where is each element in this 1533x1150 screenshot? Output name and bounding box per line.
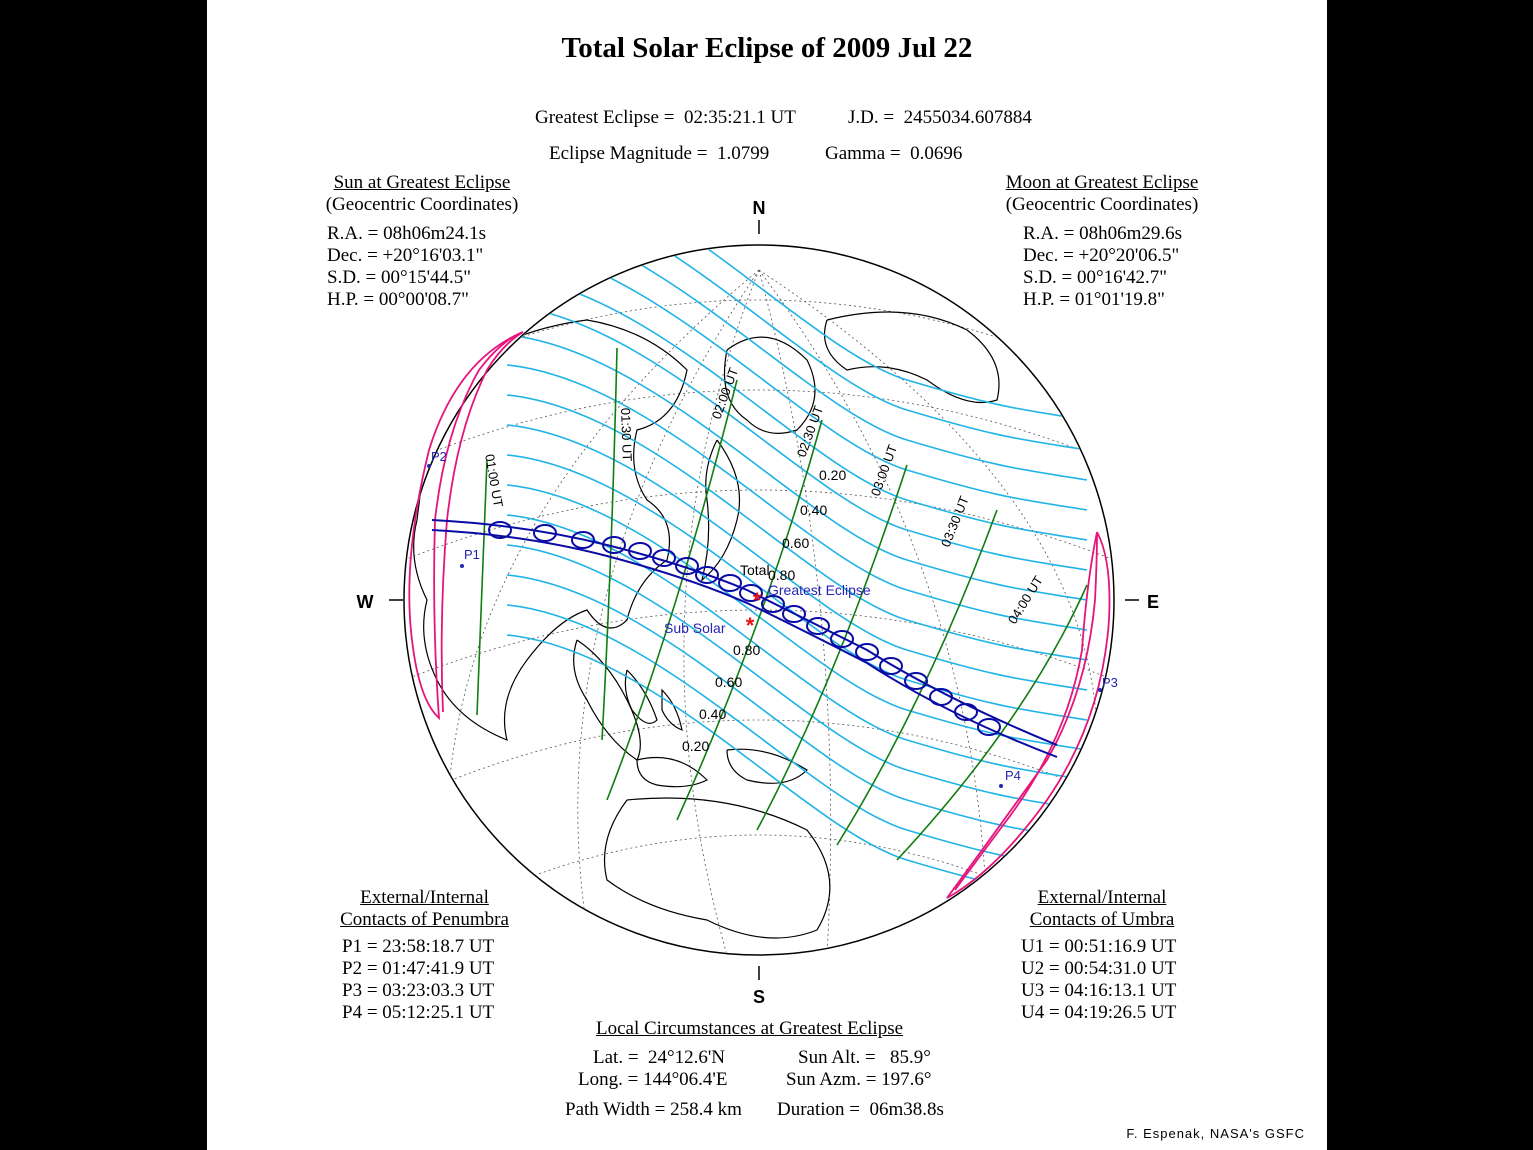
point-p1	[460, 564, 464, 568]
moon-hp: H.P. = 01°01'19.8"	[1023, 289, 1165, 310]
time-line-6	[837, 510, 997, 845]
eclipse-magnitude: Eclipse Magnitude = 1.0799	[549, 143, 770, 164]
eclipse-map-panel	[207, 0, 1327, 1150]
sun-dec: Dec. = +20°16'03.1"	[327, 245, 484, 266]
magnitude-line-3	[507, 215, 1087, 480]
contact-p2: P2 = 01:47:41.9 UT	[342, 958, 495, 979]
shadow-ellipse-15	[856, 644, 878, 660]
time-line-1	[477, 460, 487, 715]
umbra-shadow-ellipses	[489, 522, 1000, 735]
moon-subheading: (Geocentric Coordinates)	[1005, 194, 1199, 215]
local-duration: Duration = 06m38.8s	[777, 1099, 944, 1120]
time-label-5: 03:00 UT	[867, 442, 901, 499]
sun-sd: S.D. = 00°15'44.5"	[327, 267, 472, 288]
contact-p1: P1 = 23:58:18.7 UT	[342, 936, 495, 957]
julian-date: J.D. = 2455034.607884	[848, 107, 1032, 128]
label-greatest-eclipse: Greatest Eclipse	[768, 582, 871, 598]
label-p1: P1	[464, 547, 480, 562]
time-label-1: 01:00 UT	[482, 452, 507, 509]
umbra-heading-2: Contacts of Umbra	[1029, 909, 1175, 930]
local-heading: Local Circumstances at Greatest Eclipse	[596, 1018, 904, 1039]
local-long: Long. = 144°06.4'E	[578, 1069, 728, 1090]
label-p4: P4	[1005, 768, 1021, 783]
shadow-ellipse-16	[880, 658, 902, 674]
sun-heading: Sun at Greatest Eclipse	[333, 172, 511, 193]
time-label-6: 03:30 UT	[937, 493, 972, 550]
compass-e: E	[1146, 592, 1160, 612]
label-p2: P2	[431, 449, 447, 464]
greatest-eclipse-time: Greatest Eclipse = 02:35:21.1 UT	[535, 107, 796, 128]
mag-label-north-2: 0.40	[800, 502, 828, 518]
credit-text: F. Espenak, NASA's GSFC	[1126, 1126, 1305, 1141]
time-label-3: 02:00 UT	[708, 365, 742, 422]
contact-p4: P4 = 05:12:25.1 UT	[342, 1002, 495, 1023]
moon-dec: Dec. = +20°20'06.5"	[1023, 245, 1180, 266]
local-lat: Lat. = 24°12.6'N	[593, 1047, 726, 1068]
label-p3: P3	[1102, 675, 1118, 690]
moon-heading: Moon at Greatest Eclipse	[1005, 172, 1199, 193]
penumbra-heading-2: Contacts of Penumbra	[340, 909, 509, 930]
magnitude-line-2	[507, 185, 1087, 450]
mag-label-south-2: 0.60	[715, 674, 743, 690]
umbra-heading-1: External/Internal	[1037, 887, 1167, 908]
point-p3	[1098, 688, 1102, 692]
greatest-eclipse-marker: *	[752, 588, 762, 613]
compass-n: N	[752, 198, 766, 218]
local-path-width: Path Width = 258.4 km	[565, 1099, 742, 1120]
moon-sd: S.D. = 00°16'42.7"	[1023, 267, 1168, 288]
mag-label-north-1: 0.20	[819, 467, 847, 483]
mag-label-south-3: 0.40	[699, 706, 727, 722]
time-label-4: 02:30 UT	[793, 403, 827, 460]
moon-ra: R.A. = 08h06m29.6s	[1023, 223, 1183, 244]
penumbra-magnitude-lines	[507, 155, 1087, 900]
point-p4	[999, 784, 1003, 788]
penumbra-heading-1: External/Internal	[360, 887, 489, 908]
mag-label-north-4: 0.80	[768, 567, 796, 583]
local-sun-azm: Sun Azm. = 197.6°	[786, 1069, 932, 1090]
label-sub-solar: Sub Solar	[664, 620, 726, 636]
sun-subheading: (Geocentric Coordinates)	[325, 194, 519, 215]
compass-w: W	[356, 592, 374, 612]
contact-u4: U4 = 04:19:26.5 UT	[1021, 1002, 1177, 1023]
local-sun-alt: Sun Alt. = 85.9°	[798, 1047, 931, 1068]
contact-u3: U3 = 04:16:13.1 UT	[1021, 980, 1177, 1001]
magnitude-line-4	[507, 245, 1087, 510]
page-title: Total Solar Eclipse of 2009 Jul 22	[561, 32, 973, 64]
globe-map	[207, 0, 1327, 1150]
contact-u2: U2 = 00:54:31.0 UT	[1021, 958, 1177, 979]
contact-p3: P3 = 03:23:03.3 UT	[342, 980, 495, 1001]
time-label-2: 01:30 UT	[618, 407, 635, 462]
mag-label-north-3: 0.60	[782, 535, 810, 551]
point-p2	[427, 464, 431, 468]
sun-hp: H.P. = 00°00'08.7"	[327, 289, 469, 310]
sun-ra: R.A. = 08h06m24.1s	[327, 223, 487, 244]
contact-u1: U1 = 00:51:16.9 UT	[1021, 936, 1177, 957]
mag-label-south-1: 0.80	[733, 642, 761, 658]
sub-solar-marker: *	[745, 613, 755, 638]
gamma-value: Gamma = 0.0696	[825, 143, 963, 164]
label-total: Total	[740, 562, 770, 578]
magnitude-line-1	[507, 155, 1087, 420]
compass-s: S	[752, 987, 766, 1007]
mag-label-south-4: 0.20	[682, 738, 710, 754]
time-label-7: 04:00 UT	[1004, 573, 1046, 627]
